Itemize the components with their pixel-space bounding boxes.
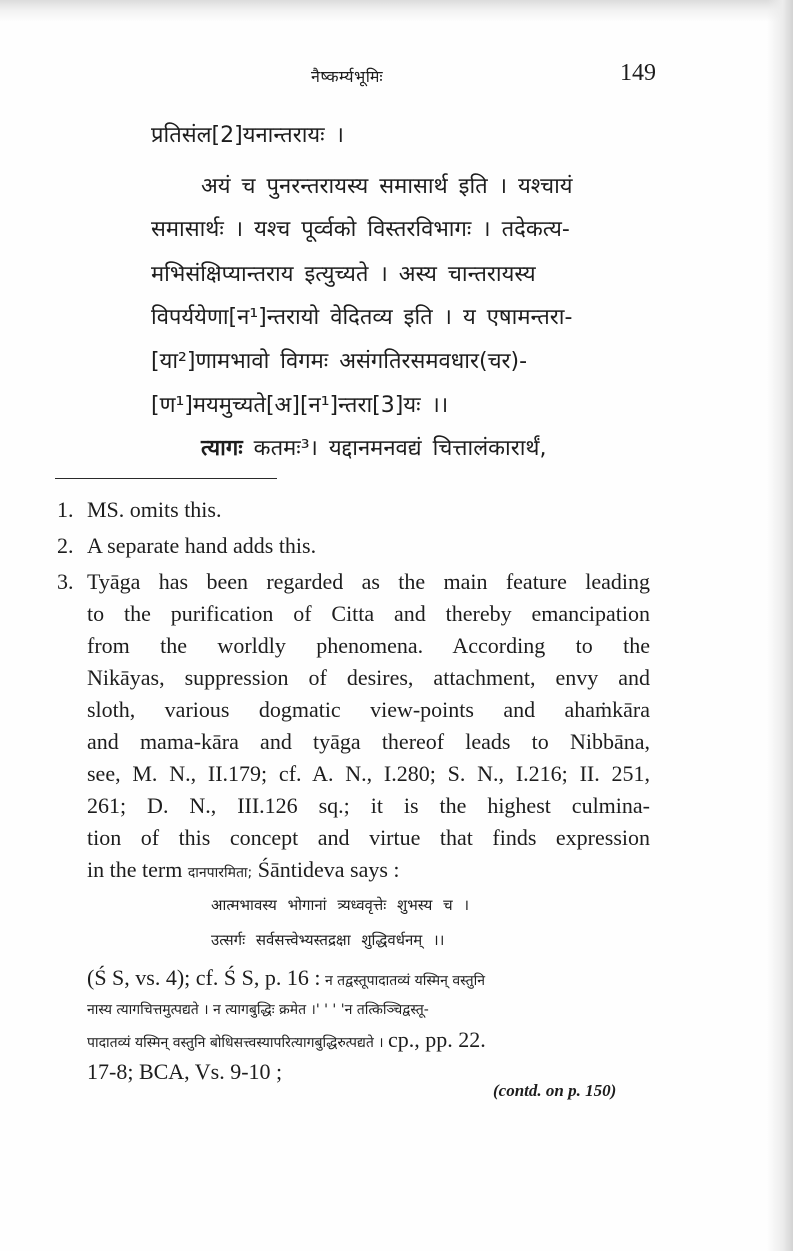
footnote-3-line: sloth, various dogmatic view-points and ahaṁkāra — [87, 697, 650, 722]
sanskrit-line-3: समासार्थः । यश्च पूर्व्वको विस्तरविभागः । तदेकत्य- — [151, 217, 570, 242]
page-number: 149 — [620, 60, 656, 86]
sanskrit-line-8-text: कतमः³। यद्दानमनवद्यं चित्तालंकारार्थं, — [253, 436, 547, 461]
continuation-note: (contd. on p. 150) — [493, 1081, 617, 1100]
footnote-3-line: Nikāyas, suppression of desires, attachment, envy and — [87, 665, 650, 690]
footnote-3-line: from the worldly phenomena. According to the — [87, 633, 650, 658]
reference-3-english: cp., pp. 22. — [388, 1027, 486, 1052]
footnote-1-number: 1. — [57, 497, 74, 522]
running-title: नैष्कर्म्यभूमिः — [311, 67, 384, 86]
footnote-2-number: 2. — [57, 533, 74, 558]
tyaga-heading: त्यागः — [201, 436, 243, 461]
reference-2-sanskrit: नास्य त्यागचित्तमुत्पद्यते । न त्यागबुद्धिः क्रमेत ।' ' ' 'न तत्किञ्चिद्वस्तू- — [87, 1002, 429, 1018]
reference-line-3 — [87, 1024, 650, 1059]
sanskrit-line-8 — [201, 432, 546, 466]
term-intro: in the term — [87, 857, 183, 882]
sanskrit-line-6: [या²]णामभावो विगमः असंगतिरसमवधार(चर)- — [151, 349, 528, 374]
reference-1-sanskrit: न तद्वस्तूपादातव्यं यस्मिन् वस्तुनि — [324, 973, 485, 989]
sanskrit-line-4: मभिसंक्षिप्यान्तराय इत्युच्यते । अस्य चान्तरायस्य — [151, 262, 536, 287]
footnote-2-text: A separate hand adds this. — [87, 533, 317, 558]
reference-line-2 — [87, 994, 650, 1026]
sanskrit-line-2: अयं च पुनरन्तरायस्य समासार्थ इति । यश्चायं — [201, 174, 573, 199]
footnote-3-line: to the purification of Citta and thereby emancipation — [87, 601, 650, 626]
footnote-rule — [55, 478, 277, 479]
footnote-3-line: Tyāga has been regarded as the main feature leading — [87, 569, 650, 594]
reference-line-4: 17-8; BCA, Vs. 9-10 ; — [87, 1059, 283, 1084]
reference-1-english: (Ś S, vs. 4); cf. Ś S, p. 16 : — [87, 965, 321, 990]
sanskrit-line-5: विपर्ययेणा[न¹]न्तरायो वेदितव्य इति । य एषामन्तरा- — [151, 305, 573, 330]
footnote-3-line: 261; D. N., III.126 sq.; it is the highest culmina- — [87, 793, 650, 818]
verse-line-1: आत्मभावस्य भोगानां त्र्यध्ववृत्तेः शुभस्य च । — [211, 896, 470, 914]
footnote-3-number: 3. — [57, 569, 74, 594]
reference-line-1 — [87, 962, 650, 997]
reference-3-sanskrit: पादातव्यं यस्मिन् वस्तुनि बोधिसत्त्वस्यापरित्यागबुद्धिरुत्पद्यते । — [87, 1035, 384, 1051]
footnote-3-line: see, M. N., II.179; cf. A. N., I.280; S. N., I.216; II. 251, — [87, 761, 650, 786]
footnote-1-text: MS. omits this. — [87, 497, 222, 522]
verse-line-2: उत्सर्गः सर्वसत्त्वेभ्यस्तद्रक्षा शुद्धिवर्धनम् ।। — [211, 931, 445, 949]
scan-shadow-right — [767, 0, 793, 1251]
footnote-3-line: tion of this concept and virtue that finds expression — [87, 825, 650, 850]
term-after: Śāntideva says : — [257, 857, 400, 882]
sanskrit-line-1: प्रतिसंल[2]यनान्तरायः । — [151, 123, 344, 148]
sanskrit-line-7: [ण¹]मयमुच्यते[अ][न¹]न्तरा[3]यः ।। — [151, 393, 449, 418]
term-danaparamita: दानपारमिता; — [187, 865, 253, 881]
footnote-3-line: and mama-kāra and tyāga thereof leads to Nibbāna, — [87, 729, 650, 754]
scan-shadow-top — [0, 0, 793, 22]
footnote-3-term-line — [87, 854, 400, 889]
